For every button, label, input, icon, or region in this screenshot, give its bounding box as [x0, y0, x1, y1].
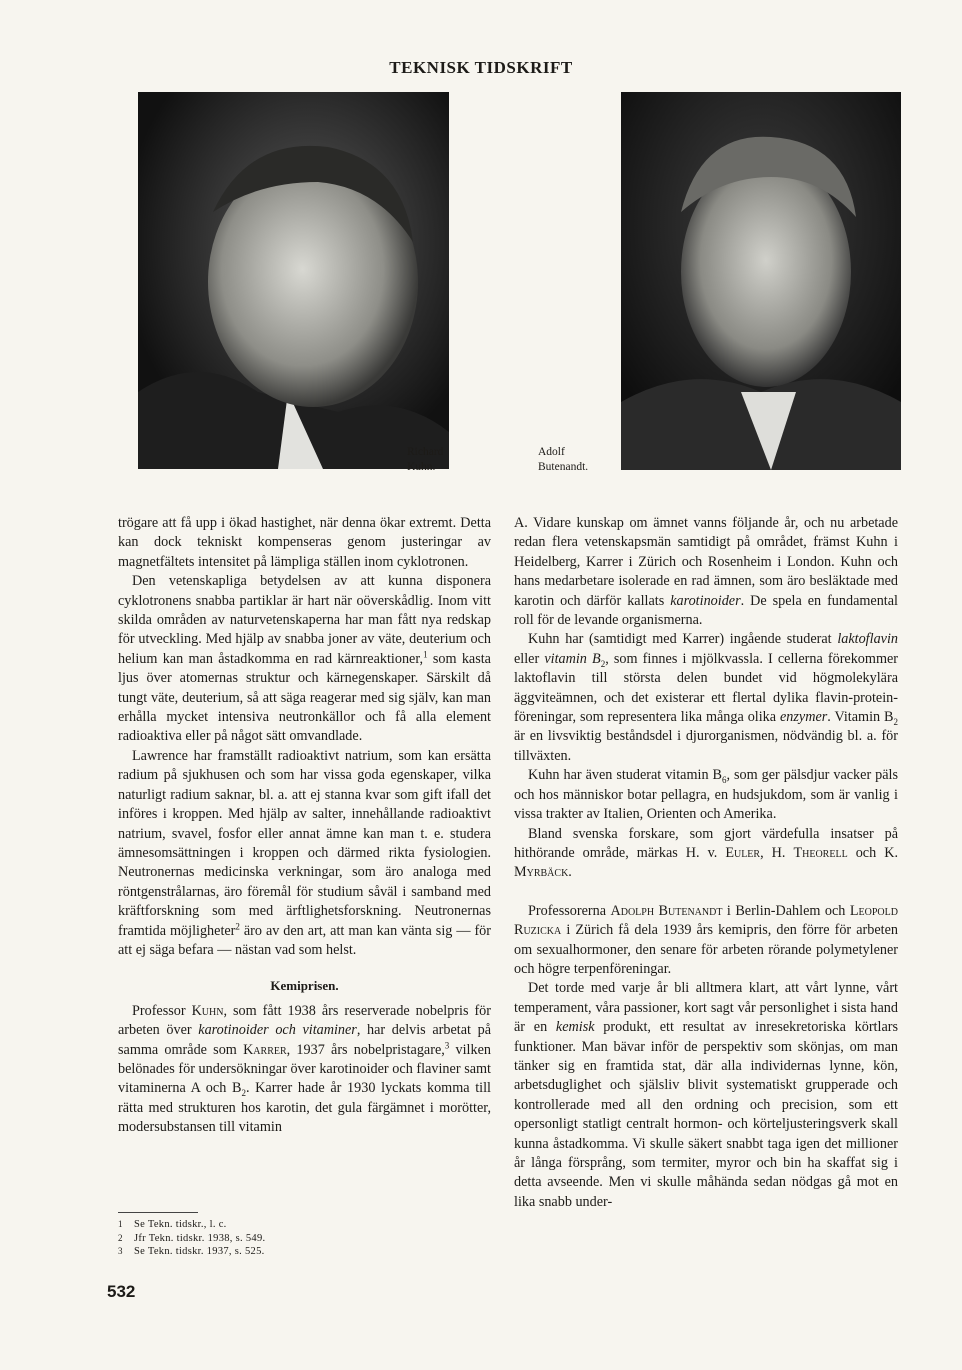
paragraph: Kuhn har även studerat vitamin $B_6$, som ger pälsdjur vacker päls och hos människor botar pellagra, en hudsjukdom, som är vanlig i vissa trakter av Italien, Orienten och Amerika.	[514, 767, 898, 823]
paragraph: Det torde med varje år bli alltmera klart, att vårt lynne, vårt temperament, våra passioner, kort sagt vår personlighet i sista hand är en kemisk produkt, ett resultat av inresekretoriska körtlars funktioner. Man bävar inför de perspektiv som skönjas, om man tänker sig en framtida stat, där alla individernas lynne, kön, arbetsduglighet och själsliv blivit systematiskt grupperade och kontrollerade med all den ordning och precision, som ett opersonligt statligt centralt hormon- och körteljusteringsverk skall kunna åstadkomma. Vi skulle säkert snabbt taga igen det millioner år långa försprång, som termiter, myror och bin ha skaffat sig i detta avseende. Men vi skulle måhända sedan nödgas gå mot en lika snabb under-	[514, 980, 898, 1210]
footnote: 3 Se Tekn. tidskr. 1937, s. 525.	[118, 1246, 265, 1257]
portrait-richard-kuhn	[138, 92, 449, 469]
paragraph: Professor Kuhn, som fått 1938 års reserverade nobelpris för arbeten över karotinoider och vitaminer, har delvis arbetat på samma område som Karrer, 1937 års nobelpristagare,$^3$ vilken belönades för undersökningar över karotinoider och flaviner samt vitaminerna A och $B_2$. Karrer hade år 1930 lyckats komma till rätta med strukturen hos karotin, det gula färgämnet i morötter, modersubstansen till vitamin	[118, 1002, 492, 1136]
page-number: 532	[107, 1282, 136, 1301]
journal-masthead: TEKNISK TIDSKRIFT	[389, 58, 573, 77]
footnotes	[118, 1218, 265, 1259]
caption-butenandt: Adolf Butenandt.	[538, 446, 589, 473]
caption-kuhn: Richard Kuhn.	[407, 446, 444, 473]
section-heading-kemiprisen: Kemiprisen.	[270, 978, 339, 994]
footnote-rule	[118, 1212, 198, 1216]
right-text-column	[514, 514, 898, 1212]
paragraph: Den vetenskapliga betydelsen av att kunna disponera cyklotronens snabba partiklar är hart när oöverskådlig. Inom vitt skilda områden av naturvetenskaperna har man fått nya redskap för utveckling. Med hjälp av snabba joner av väte, deuterium och helium kan man åstadkomma en rad kärnreaktioner,$^1$ som kasta ljus över atomernas struktur och kärnegenskaper. Särskilt då tungt väte, deuterium, så att säga reagerar med sig själv, kan man erhålla mycket intensiva neutronkällor och få alla element radioaktiva eller på något sätt omvandlade.	[118, 573, 491, 745]
paragraph: Bland svenska forskare, som gjort värdefulla insatser på hithörande område, märkas H. v. Euler, H. Theorell och K. Myrbäck.	[514, 825, 898, 881]
left-text-column	[118, 514, 491, 1138]
paragraph: Kuhn har (samtidigt med Karrer) ingående studerat laktoflavin eller vitamin $B_2$, som finnes i mjölkvassla. I cellerna förekommer laktoflavin till största delen bundet vid högmolekylära äggviteämnen, och det existerar ett flertal dylika flavin-protein-föreningar, som representera lika många olika enzymer. Vitamin $B_2$ är en livsviktig beståndsdel i djurorganismen, nödvändig bl. a. för tillväxten.	[514, 631, 898, 764]
paragraph: Professorerna Adolph Butenandt i Berlin-Dahlem och Leopold Ruzicka i Zürich få dela 1939 års kemipris, den förre för arbeten om sexualhormoner, den senare för arbeten rörande polymetylener och högre terpenföreningar.	[514, 902, 898, 977]
paragraph: A. Vidare kunskap om ämnet vanns följande år, och nu arbetade redan flera vetenskapsmän samtidigt på området, främst Kuhn i Heidelberg, Karrer i Zürich och Rosenheim i London. Kuhn och hans medarbetare isolerade en rad ämnen, som äro besläktade med karotin och därför kallats karotinoider. De spela en fundamental roll för de levande organismerna.	[514, 515, 898, 629]
portrait-adolf-butenandt	[621, 92, 901, 470]
footnote: 2 Jfr Tekn. tidskr. 1938, s. 549.	[118, 1232, 266, 1244]
paragraph: trögare att få upp i ökad hastighet, när denna ökar extremt. Detta kan dock tekniskt kompenseras genom justeringar av magnetfältets intensitet på lämpliga ställen inom cyklotronen.	[118, 515, 491, 570]
paragraph: Lawrence har framställt radioaktivt natrium, som kan ersätta radium på sjukhusen och som har vissa goda egenskaper, vilka naturligt radium saknar, bl. a. att ej stanna kvar som gift ifall det införes i kroppen. Med hjälp av salter, innehållande radioaktivt natrium, svavel, fosfor eller annat ämne kan man t. e. studera ämnesomsättningen i kroppen och därmed rikta fysiologien. Neutronernas medicinska verkningar, som äro analoga med röntgenstrålarnas, äro föremål för studium såväl i samband med kräftforskning som med ärftlighetsforskning. Neutronernas framtida möjligheter$^2$ äro av den art, att man kan vänta sig — för att ej säga befara — nästan vad som helst.	[118, 747, 491, 958]
footnote: 1 Se Tekn. tidskr., l. c.	[118, 1219, 227, 1230]
